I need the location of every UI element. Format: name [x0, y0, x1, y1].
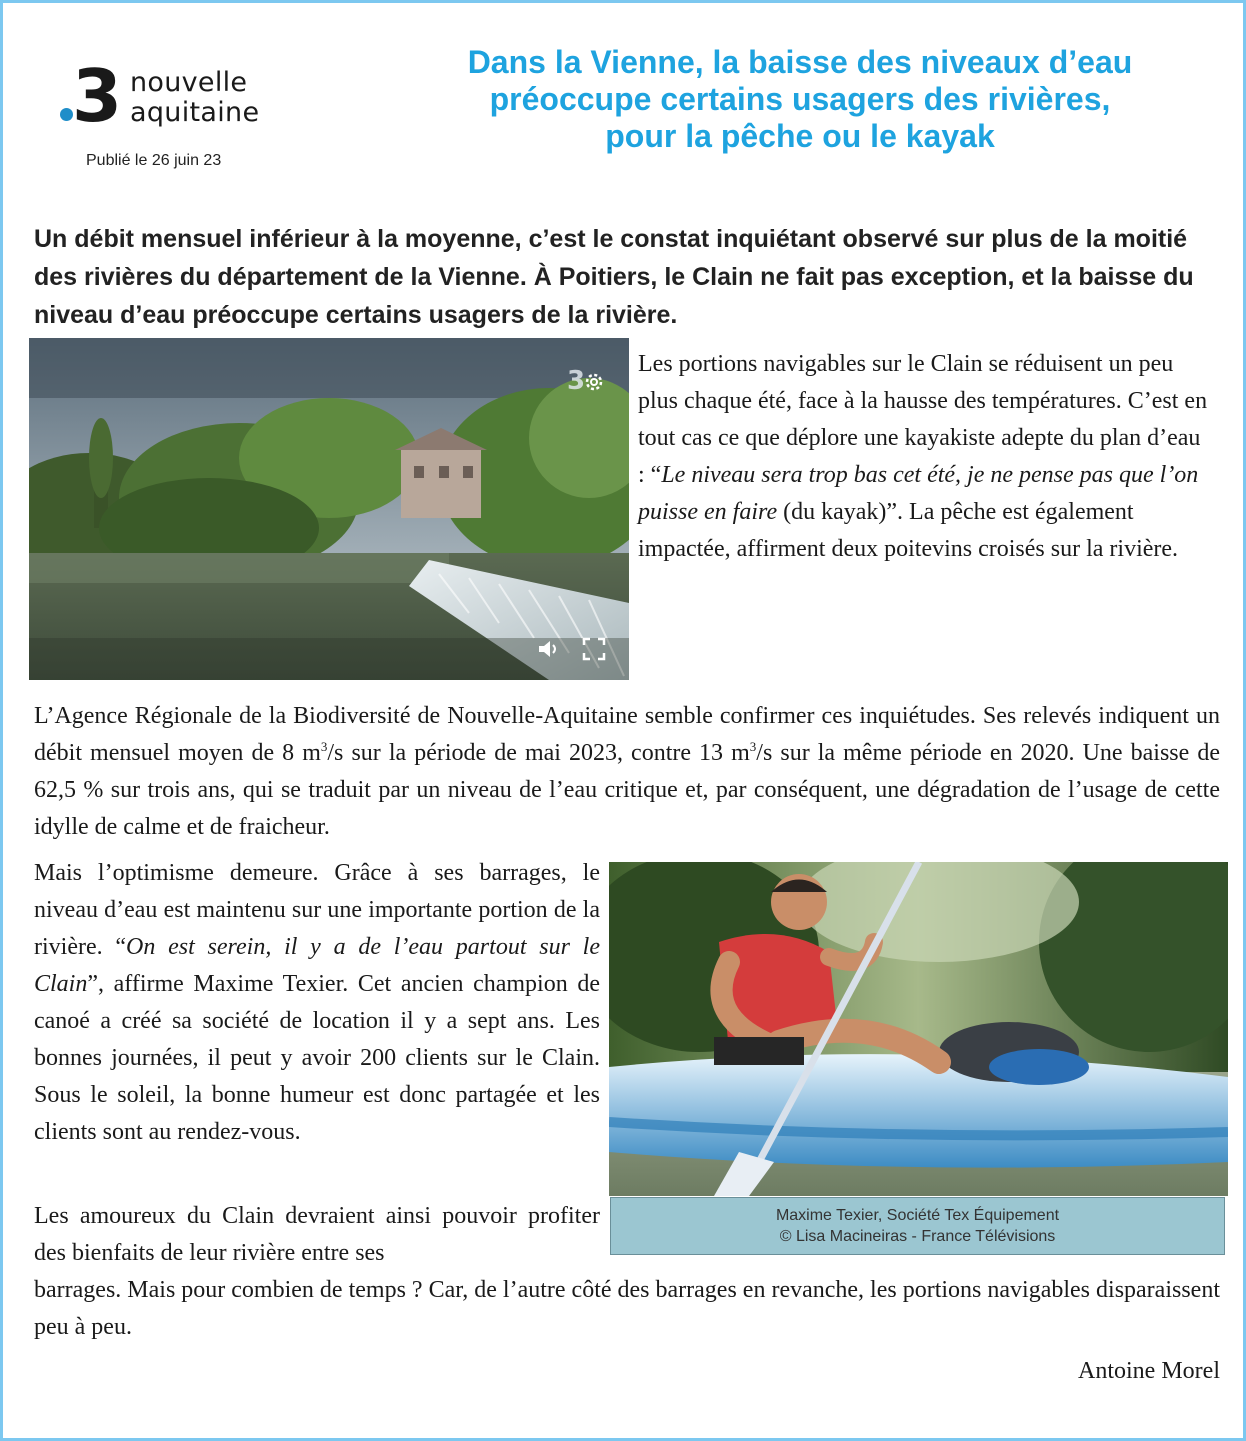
title-line2: préoccupe certains usagers des rivières, [489, 81, 1111, 117]
article-author: Antoine Morel [1078, 1358, 1220, 1384]
paragraph-3-text-a: Mais l’optimisme demeure. Grâce à ses barrages, le niveau d’eau est maintenu sur une importante portion de la rivière. “ [34, 860, 600, 960]
paragraph-1 [638, 346, 1210, 568]
paragraph-2 [34, 698, 1220, 846]
photo-caption [610, 1197, 1225, 1255]
caption-line1: Maxime Texier, Société Tex Équipement [775, 1207, 1060, 1224]
superscript-1: 3 [320, 739, 328, 754]
logo-line1: nouvelle [130, 67, 248, 98]
title-line3: pour la pêche ou le kayak [605, 118, 995, 154]
paragraph-1-text-a: Les portions navigables sur le Clain se réduisent un peu plus chaque été, face à la hausse des températures. C’est en tout cas ce que déplore une kayakiste adepte du plan d’eau : “ [638, 351, 1208, 488]
gear-icon[interactable] [582, 370, 606, 394]
paragraph-4-full: barrages. Mais pour combien de temps ? Car, de l’autre côté des barrages en revanche, les portions navigables disparaissent peu à peu. [34, 1277, 1220, 1340]
publication-date: Publié le 26 juin 23 [86, 152, 222, 169]
paragraph-2-text-a: L’Agence Régionale de la Biodiversité de Nouvelle-Aquitaine semble confirmer ces inquiétudes. Ses relevés indiquent un débit mensuel moyen de 8 m [34, 703, 1220, 766]
paragraph-2-text-c: /s sur la même période en 2020. Une baisse de 62,5 % sur trois ans, qui se traduit par un niveau de l’eau critique et, par conséquent, une dégradation de l’usage de cette idylle de calme et de fraicheur. [34, 740, 1220, 840]
paragraph-4-wrapped: Les amoureux du Clain devraient ainsi pouvoir profiter des bienfaits de leur rivière entre ses [34, 1203, 600, 1266]
fullscreen-icon[interactable] [581, 636, 607, 662]
paragraph-3-text-b: ”, affirme Maxime Texier. Cet ancien champion de canoé a créé sa société de location il y a sept ans. Les bonnes journées, il peut y avoir 200 clients sur le Clain. Sous le soleil, la bonne humeur est donc partagée et les clients sont au rendez-vous. [34, 971, 600, 1145]
river-weir-image [29, 338, 629, 680]
logo-words [130, 68, 259, 128]
caption-line2: © Lisa Macineiras - France Télévisions [779, 1228, 1056, 1245]
speaker-icon[interactable] [537, 638, 563, 660]
kayaker-image [609, 862, 1228, 1196]
article-title [380, 44, 1220, 155]
paragraph-1-text-b: (du kayak)”. La pêche est également impactée, affirment deux poitevins croisés sur la rivière. [638, 499, 1179, 562]
paragraph-3 [34, 855, 600, 1151]
logo-numeral: 3 [72, 54, 123, 138]
paragraph-2-text-b: /s sur la période de mai 2023, contre 13 m [327, 740, 750, 766]
france3-logo [58, 54, 298, 138]
paragraph-1-quote: Le niveau sera trop bas cet été, je ne pense pas que l’on puisse en faire [638, 462, 1199, 525]
article-lead: Un débit mensuel inférieur à la moyenne, c’est le constat inquiétant observé sur plus de la moitié des rivières du département de la Vienne. À Poitiers, le Clain ne fait pas exception, et la baisse du niveau d’eau préoccupe certains usagers de la rivière. [34, 225, 1194, 329]
logo-line2: aquitaine [130, 97, 260, 128]
channel-watermark: 3 [567, 366, 586, 396]
kayaker-photo [609, 862, 1228, 1196]
paragraph-3-quote: On est serein, il y a de l’eau partout sur le Clain [34, 934, 601, 997]
superscript-2: 3 [749, 739, 757, 754]
river-weir-video[interactable] [29, 338, 629, 680]
title-line1: Dans la Vienne, la baisse des niveaux d’eau [467, 44, 1133, 80]
